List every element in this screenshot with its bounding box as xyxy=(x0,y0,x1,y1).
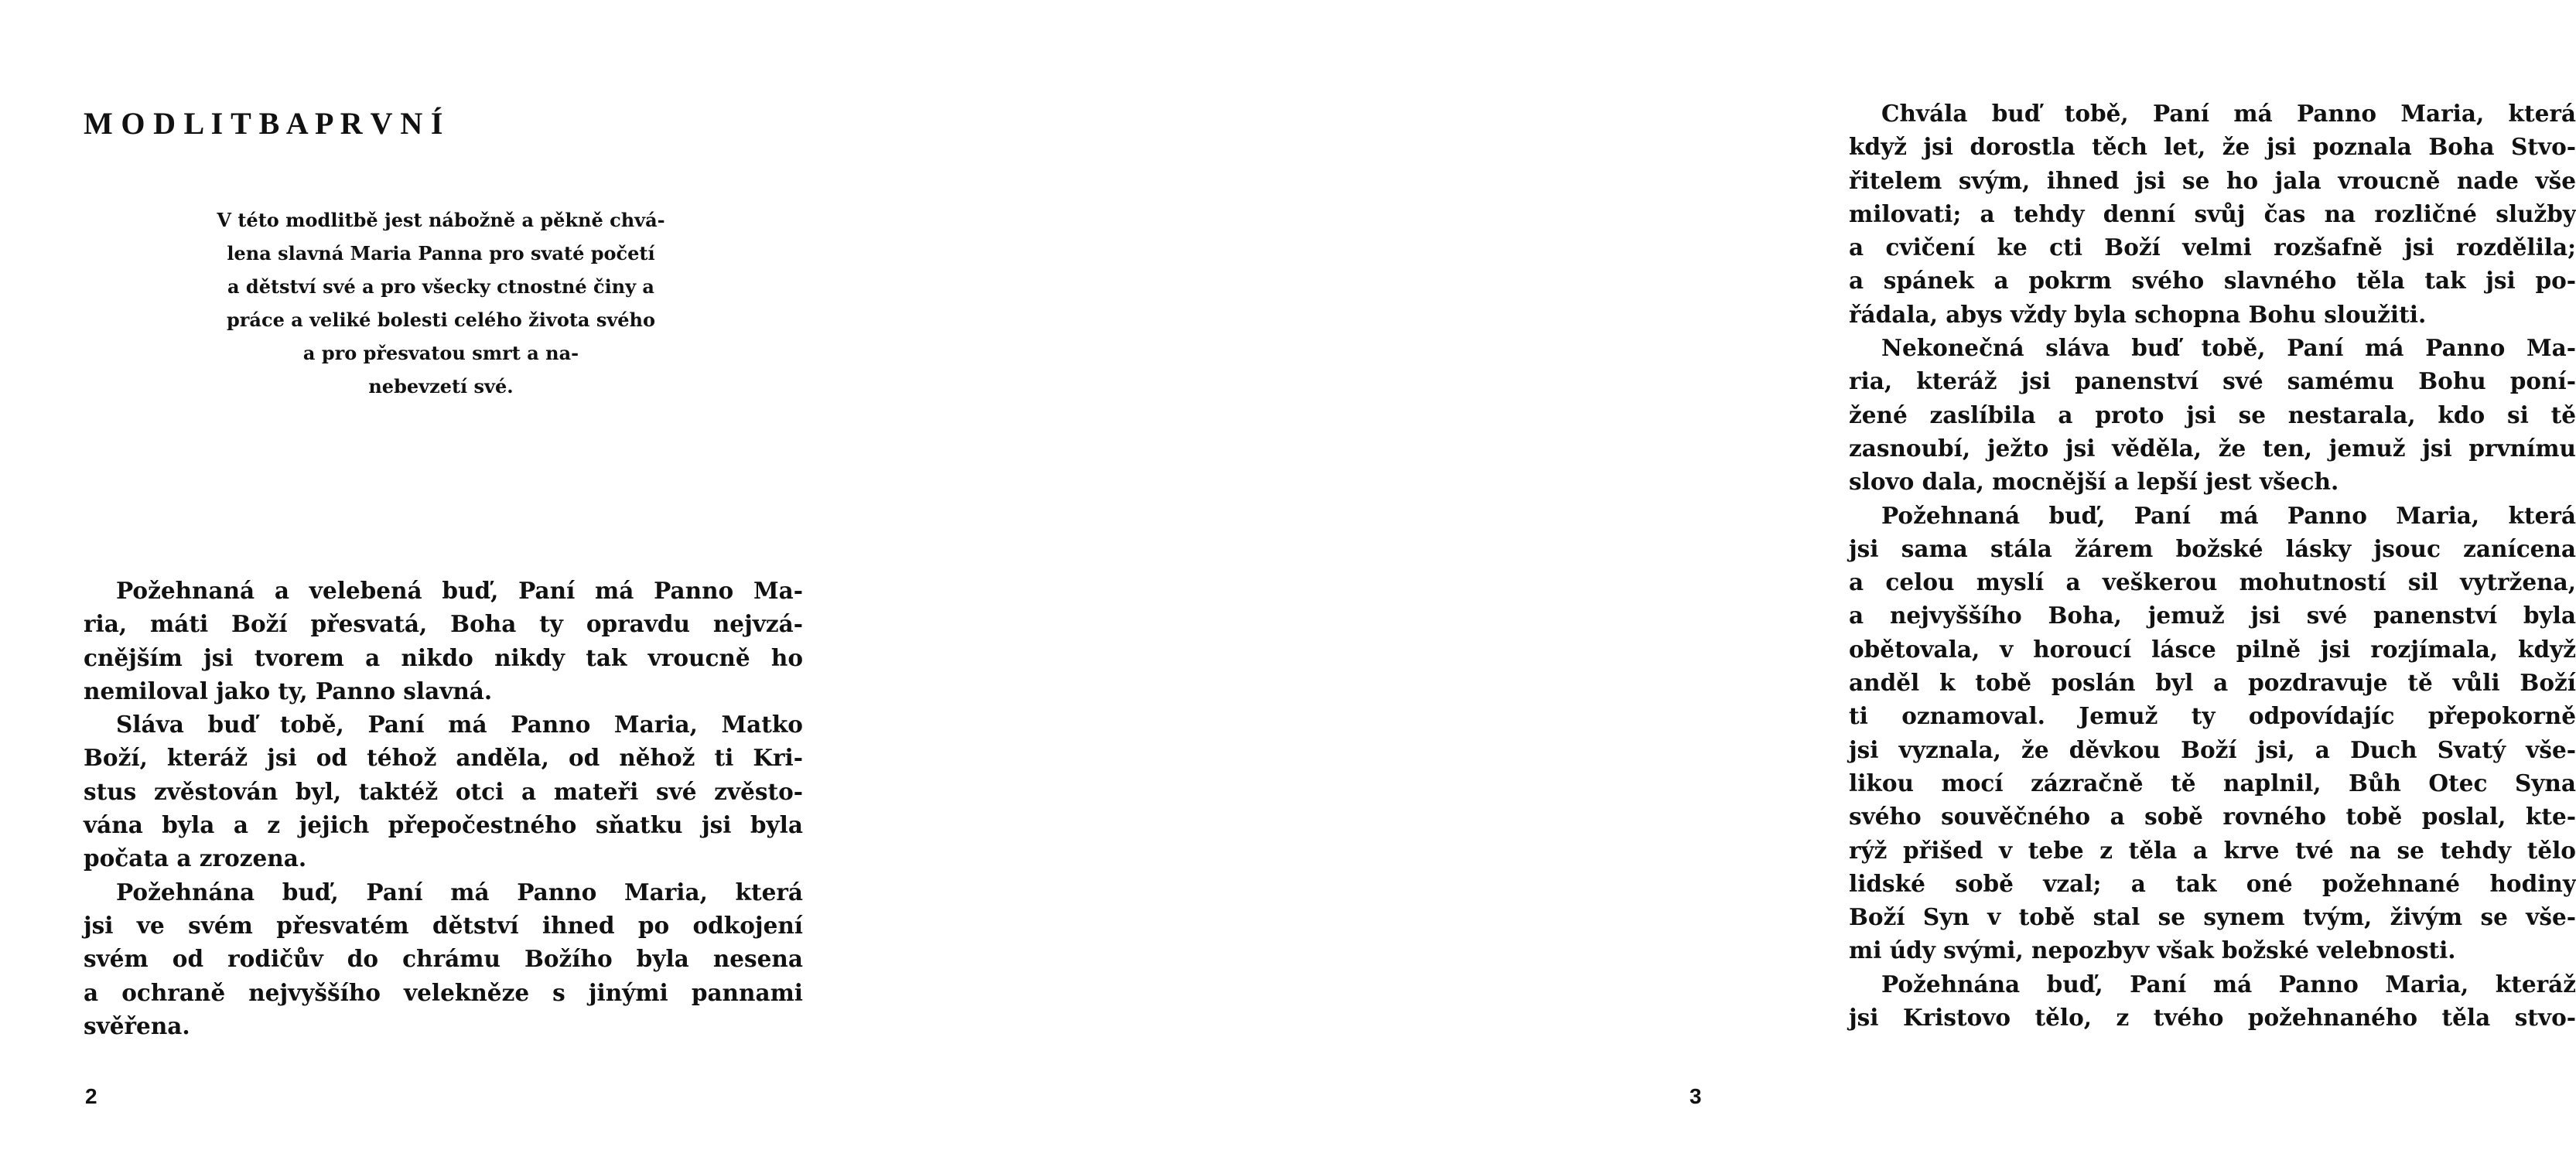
text-line: Chvála buď tobě, Paní má Panno Maria, která xyxy=(1881,100,2576,127)
text-line: jsi vyznala, že děvkou Boží jsi, a Duch Svatý vše- xyxy=(1849,735,2576,763)
prayer-title: M O D L I T B A P R V N Í xyxy=(84,106,443,141)
text-line: a nejvyššího Boha, jemuž jsi své panenství byla xyxy=(1849,602,2576,629)
text-line: když jsi dorostla těch let, že jsi poznala Boha Stvo- xyxy=(1849,133,2576,161)
page-number: 3 xyxy=(1689,1084,1702,1108)
text-line: milovati; a tehdy denní svůj čas na rozličné služby xyxy=(1849,200,2576,227)
text-line: svěřena. xyxy=(84,1012,190,1039)
text-line: likou mocí zázračně tě naplnil, Bůh Otec Syna xyxy=(1849,769,2576,797)
text-line: řádala, abys vždy byla schopna Bohu sloužiti. xyxy=(1849,300,2427,328)
summary-line: práce a veliké bolesti celého života svého xyxy=(226,309,656,331)
text-line: Požehnaná a velebená buď, Paní má Panno Ma- xyxy=(116,577,803,604)
text-line: lidské sobě vzal; a tak oné požehnané hodiny xyxy=(1849,869,2576,897)
text-line: Požehnaná buď, Paní má Panno Maria, která xyxy=(1881,501,2576,529)
left-page xyxy=(0,0,879,1160)
text-line: jsi sama stála žárem božské lásky jsouc zanícena xyxy=(1849,534,2576,562)
text-line: stus zvěstován byl, taktéž otci a mateři své zvěsto- xyxy=(84,777,803,805)
right-page xyxy=(879,0,2576,1160)
text-line: a spánek a pokrm svého slavného těla tak jsi po- xyxy=(1849,267,2576,295)
text-line: Boží, kteráž jsi od téhož anděla, od něhož ti Kri- xyxy=(84,744,803,772)
text-line: svého souvěčného a sobě rovného tobě poslal, kte- xyxy=(1849,803,2576,831)
text-line: zasnoubí, ježto jsi věděla, že ten, jemuž jsi prvnímu xyxy=(1849,434,2576,462)
text-line: obětovala, v horoucí lásce pilně jsi rozjímala, když xyxy=(1849,635,2576,663)
text-line: ria, kteráž jsi panenství své samému Bohu poní- xyxy=(1849,367,2576,395)
text-line: a ochraně nejvyššího velekněze s jinými pannami xyxy=(84,978,803,1006)
right-body-text xyxy=(1849,97,2576,1034)
text-line: počata a zrozena. xyxy=(84,844,307,872)
summary-line: nebevzetí své. xyxy=(368,375,514,397)
text-line: rýž přišed v tebe z těla a krve tvé na se tehdy tělo xyxy=(1849,836,2576,864)
text-line: řitelem svým, ihned jsi se ho jala vroucně nade vše xyxy=(1849,166,2576,194)
text-line: slovo dala, mocnější a lepší jest všech. xyxy=(1849,468,2339,496)
prayer-summary xyxy=(170,203,712,403)
text-line: nemiloval jako ty, Panno slavná. xyxy=(84,677,493,705)
text-line: vána byla a z jejich přepočestného sňatku jsi byla xyxy=(84,811,803,839)
text-line: Požehnána buď, Paní má Panno Maria, kteráž xyxy=(1881,970,2576,998)
text-line: jsi ve svém přesvatém dětství ihned po odkojení xyxy=(84,911,803,939)
text-line: mi údy svými, nepozbyv však božské velebnosti. xyxy=(1849,937,2456,964)
summary-line: a pro přesvatou smrt a na- xyxy=(302,342,579,364)
text-line: ria, máti Boží přesvatá, Boha ty opravdu nejvzá- xyxy=(84,610,803,638)
text-line: Požehnána buď, Paní má Panno Maria, která xyxy=(116,878,803,906)
text-line: Sláva buď tobě, Paní má Panno Maria, Matko xyxy=(116,711,803,739)
text-line: ti oznamoval. Jemuž ty odpovídajíc přepokorně xyxy=(1849,702,2576,730)
summary-line: V této modlitbě jest nábožně a pěkně chvá- xyxy=(217,209,665,231)
text-line: cnějším jsi tvorem a nikdo nikdy tak vroucně ho xyxy=(84,643,803,671)
text-line: a celou myslí a veškerou mohutností sil vytržena, xyxy=(1849,568,2576,596)
text-line: svém od rodičův do chrámu Božího byla nesena xyxy=(84,945,803,973)
text-line: Nekonečná sláva buď tobě, Paní má Panno Ma- xyxy=(1881,334,2576,362)
text-line: žené zaslíbila a proto jsi se nestarala, kdo si tě xyxy=(1849,401,2576,428)
summary-line: lena slavná Maria Panna pro svaté početí xyxy=(227,242,655,264)
text-line: anděl k tobě poslán byl a pozdravuje tě vůli Boží xyxy=(1849,669,2576,697)
text-line: Boží Syn v tobě stal se synem tvým, živým se vše- xyxy=(1849,903,2576,931)
text-line: jsi Kristovo tělo, z tvého požehnaného těla stvo- xyxy=(1849,1004,2576,1032)
summary-line: a dětství své a pro všecky ctnostné činy a xyxy=(227,275,654,298)
text-line: a cvičení ke cti Boží velmi rozšafně jsi rozdělila; xyxy=(1849,234,2576,261)
page-number: 2 xyxy=(85,1084,97,1108)
left-body-text xyxy=(84,574,803,1042)
